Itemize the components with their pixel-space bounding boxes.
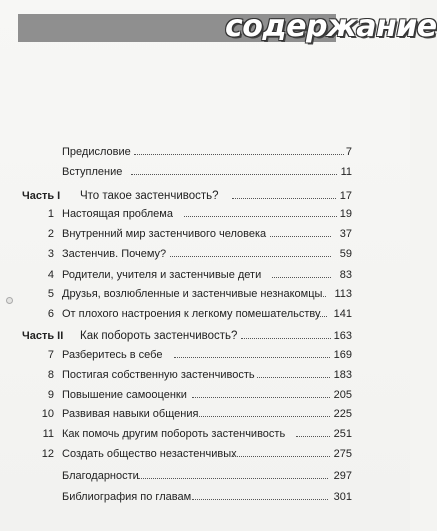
dot-leader bbox=[321, 296, 326, 297]
dot-leader bbox=[138, 478, 328, 479]
page-title: содержание bbox=[225, 9, 437, 44]
chapter-title: Застенчив. Почему? bbox=[62, 248, 167, 260]
dot-leader bbox=[272, 277, 331, 278]
toc-chapter-7[interactable] bbox=[0, 346, 410, 364]
entry-page: 301 bbox=[333, 491, 352, 503]
chapter-number: 12 bbox=[41, 448, 54, 460]
part-label: Часть I bbox=[22, 190, 61, 202]
dot-leader bbox=[270, 236, 331, 237]
chapter-number: 6 bbox=[47, 308, 54, 320]
toc-chapter-12[interactable] bbox=[0, 445, 410, 463]
chapter-title: Развивая навыки общения bbox=[62, 408, 199, 420]
entry-page: 11 bbox=[340, 166, 352, 178]
toc-chapter-2[interactable] bbox=[0, 225, 410, 243]
toc-chapter-10[interactable] bbox=[0, 405, 410, 423]
chapter-number: 5 bbox=[47, 288, 54, 300]
toc-chapter-5[interactable] bbox=[0, 285, 410, 303]
chapter-page: 141 bbox=[333, 308, 352, 320]
entry-title: Вступление bbox=[62, 166, 123, 178]
chapter-number: 2 bbox=[47, 228, 54, 240]
toc-part-1[interactable] bbox=[0, 187, 410, 205]
chapter-page: 59 bbox=[339, 248, 352, 260]
dot-leader bbox=[131, 174, 337, 175]
dot-leader bbox=[192, 499, 328, 500]
chapter-number: 10 bbox=[41, 408, 54, 420]
chapter-title: Постигая собственную застенчивость bbox=[62, 369, 255, 381]
chapter-title: Повышение самооценки bbox=[62, 389, 187, 401]
toc-chapter-6[interactable] bbox=[0, 305, 410, 323]
chapter-number: 3 bbox=[47, 248, 54, 260]
toc-chapter-9[interactable] bbox=[0, 386, 410, 404]
part-title: Как побороть застенчивость? bbox=[80, 330, 238, 342]
dot-leader bbox=[232, 198, 336, 199]
toc-part-2[interactable] bbox=[0, 327, 410, 345]
part-label: Часть II bbox=[22, 330, 64, 342]
dot-leader bbox=[134, 154, 344, 155]
dot-leader bbox=[296, 436, 330, 437]
chapter-page: 205 bbox=[333, 389, 352, 401]
dot-leader bbox=[192, 397, 330, 398]
toc-entry-acknowledgements[interactable] bbox=[0, 467, 410, 485]
chapter-title: Как помочь другим побороть застенчивость bbox=[62, 428, 286, 440]
dot-leader bbox=[199, 416, 330, 417]
part-title: Что такое застенчивость? bbox=[80, 190, 219, 202]
toc-chapter-4[interactable] bbox=[0, 266, 410, 284]
dot-leader bbox=[170, 256, 331, 257]
chapter-title: Настоящая проблема bbox=[62, 208, 173, 220]
dot-leader bbox=[232, 456, 330, 457]
toc-entry-preface[interactable] bbox=[0, 143, 410, 161]
toc-chapter-1[interactable] bbox=[0, 205, 410, 223]
chapter-page: 113 bbox=[334, 288, 352, 300]
toc-chapter-11[interactable] bbox=[0, 425, 410, 443]
entry-page: 7 bbox=[345, 146, 352, 158]
toc-entry-introduction[interactable] bbox=[0, 163, 410, 181]
chapter-page: 251 bbox=[333, 428, 352, 440]
chapter-page: 275 bbox=[333, 448, 352, 460]
entry-title: Библиография по главам bbox=[62, 491, 192, 503]
part-page: 17 bbox=[339, 190, 352, 202]
chapter-number: 9 bbox=[47, 389, 54, 401]
chapter-page: 37 bbox=[339, 228, 352, 240]
dot-leader bbox=[174, 357, 330, 358]
entry-page: 297 bbox=[333, 470, 352, 482]
entry-title: Предисловие bbox=[62, 146, 131, 158]
toc-entry-bibliography[interactable] bbox=[0, 488, 410, 506]
chapter-number: 11 bbox=[42, 428, 54, 440]
dot-leader bbox=[257, 377, 330, 378]
chapter-page: 19 bbox=[339, 208, 352, 220]
chapter-title: Внутренний мир застенчивого человека bbox=[62, 228, 267, 240]
part-page: 163 bbox=[333, 330, 352, 342]
toc-chapter-3[interactable] bbox=[0, 245, 410, 263]
chapter-title: Родители, учителя и застенчивые дети bbox=[62, 269, 262, 281]
chapter-number: 1 bbox=[47, 208, 54, 220]
chapter-page: 183 bbox=[333, 369, 352, 381]
dot-leader bbox=[241, 338, 331, 339]
chapter-page: 169 bbox=[333, 349, 352, 361]
chapter-page: 225 bbox=[333, 408, 352, 420]
entry-title: Благодарности bbox=[62, 470, 139, 482]
chapter-number: 8 bbox=[47, 369, 54, 381]
chapter-number: 4 bbox=[47, 269, 54, 281]
toc-chapter-8[interactable] bbox=[0, 366, 410, 384]
chapter-title: Разберитесь в себе bbox=[62, 349, 163, 361]
dot-leader bbox=[184, 216, 337, 217]
chapter-number: 7 bbox=[47, 349, 54, 361]
chapter-title: От плохого настроения к легкому помешательству bbox=[62, 308, 321, 320]
chapter-page: 83 bbox=[339, 269, 352, 281]
dot-leader bbox=[318, 316, 327, 317]
chapter-title: Друзья, возлюбленные и застенчивые незнакомцы bbox=[62, 288, 323, 300]
chapter-title: Создать общество незастенчивых bbox=[62, 448, 237, 460]
